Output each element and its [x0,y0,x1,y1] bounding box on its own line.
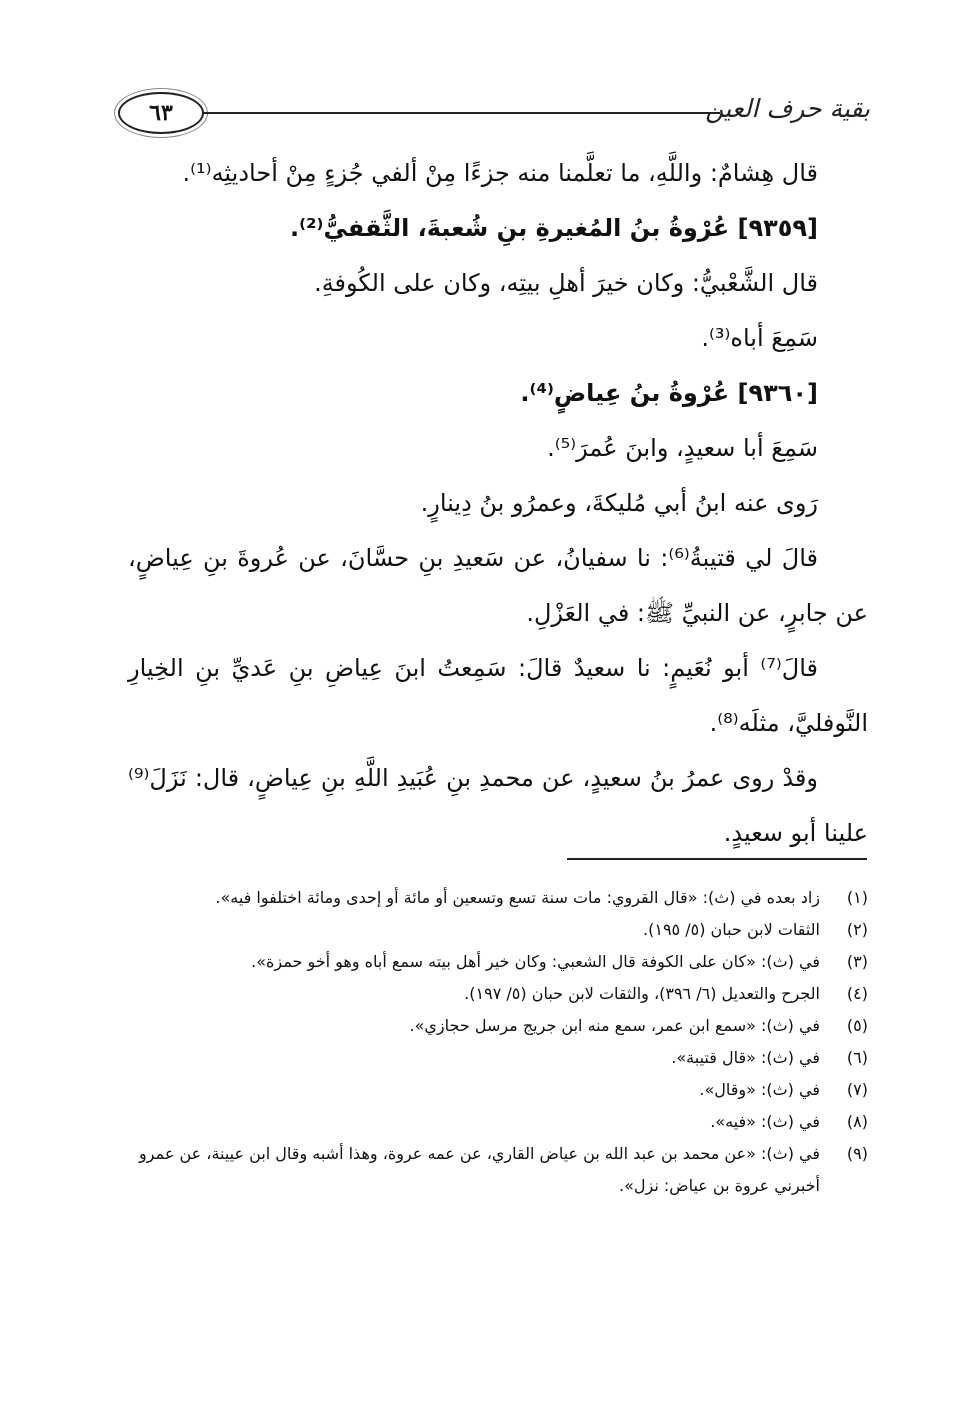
main-text [128,146,868,861]
running-title: بقية حرف العين [705,94,870,123]
footnote-number: (١) [846,888,868,907]
footnote-text: زاد بعده في (ث): «قال القروي: مات سنة تسع وتسعين أو مائة أو إحدى ومائة اختلفوا فيه». [215,888,820,907]
entry-heading: [٩٣٦٠] عُرْوةُ بنُ عِياضٍ⁽⁴⁾. [520,379,818,407]
footnote-separator [567,858,867,860]
footnote-item [122,946,868,978]
footnote-number: (٥) [846,1016,868,1035]
footnote-text: في (ث): «وقال». [699,1080,820,1099]
footnote-item [122,882,868,914]
footnote-text: الجرح والتعديل (٦/ ٣٩٦)، والثقات لابن حبان (٥/ ١٩٧). [464,984,820,1003]
footnote-number: (٣) [846,952,868,971]
footnote-item [122,1074,868,1106]
header-rule [202,112,720,114]
footnote-item [122,914,868,946]
paragraph: سَمِعَ أباه⁽³⁾. [701,324,818,352]
footnote-text: في (ث): «عن محمد بن عبد الله بن عياض القاري، عن عمه عروة، وهذا أشبه وقال ابن عيينة، عن عمرو أخبرني عروة بن عياض: نزل». [139,1144,820,1195]
paragraph: قال الشَّعْبيُّ: وكان خيرَ أهلِ بيتِه، وكان على الكُوفةِ. [314,269,818,297]
footnote-item [122,1010,868,1042]
paragraph: قال هِشامٌ: واللَّهِ، ما تعلَّمنا منه جزءًا مِنْ ألفي جُزءٍ مِنْ أحاديثِه⁽¹⁾. [182,159,818,187]
paragraph: سَمِعَ أبا سعيدٍ، وابنَ عُمرَ⁽⁵⁾. [547,434,818,462]
footnote-number: (٧) [846,1080,868,1099]
footnote-item [122,1138,868,1202]
footnote-number: (٤) [846,984,868,1003]
footnote-number: (٦) [846,1048,868,1067]
paragraph: قالَ لي قتيبةُ⁽⁶⁾: نا سفيانُ، عن سَعيدِ بنِ حسَّانَ، عن عُروةَ بنِ عِياضٍ، عن جابرٍ، عن النبيِّ ﷺ: في العَزْلِ. [128,544,868,627]
paragraph: رَوى عنه ابنُ أبي مُليكةَ، وعمرُو بنُ دِينارٍ. [420,489,818,517]
entry-heading: [٩٣٥٩] عُرْوةُ بنُ المُغيرةِ بنِ شُعبةَ، الثَّقفيُّ⁽²⁾. [289,214,818,242]
footnote-text: في (ث): «فيه». [710,1112,820,1131]
footnotes [122,882,868,1202]
footnote-number: (٢) [846,920,868,939]
footnote-number: (٨) [846,1112,868,1131]
footnote-text: في (ث): «قال قتيبة». [671,1048,820,1067]
footnote-text: في (ث): «سمع ابن عمر، سمع منه ابن جريج مرسل حجازي». [409,1016,820,1035]
paragraph: وقدْ روى عمرُ بنُ سعيدٍ، عن محمدِ بنِ عُبَيدِ اللَّهِ بنِ عِياضٍ، قال: نَزَلَ⁽⁹⁾ علينا أبو سعيدٍ. [128,764,868,847]
page-header [118,86,870,138]
footnote-text: الثقات لابن حبان (٥/ ١٩٥). [643,920,820,939]
footnote-text: في (ث): «كان على الكوفة قال الشعبي: وكان خير أهل بيته سمع أباه وهو أخو حمزة». [251,952,820,971]
paragraph: قالَ⁽⁷⁾ أبو نُعَيمٍ: نا سعيدٌ قالَ: سَمِعتُ ابنَ عِياضِ بنِ عَديِّ بنِ الخِيارِ النَّوفليَّ، مثلَه⁽⁸⁾. [128,654,868,737]
footnote-item [122,1042,868,1074]
footnote-item [122,1106,868,1138]
footnote-number: (٩) [846,1144,868,1163]
footnote-item [122,978,868,1010]
page-number: ٦٣ [118,92,204,134]
